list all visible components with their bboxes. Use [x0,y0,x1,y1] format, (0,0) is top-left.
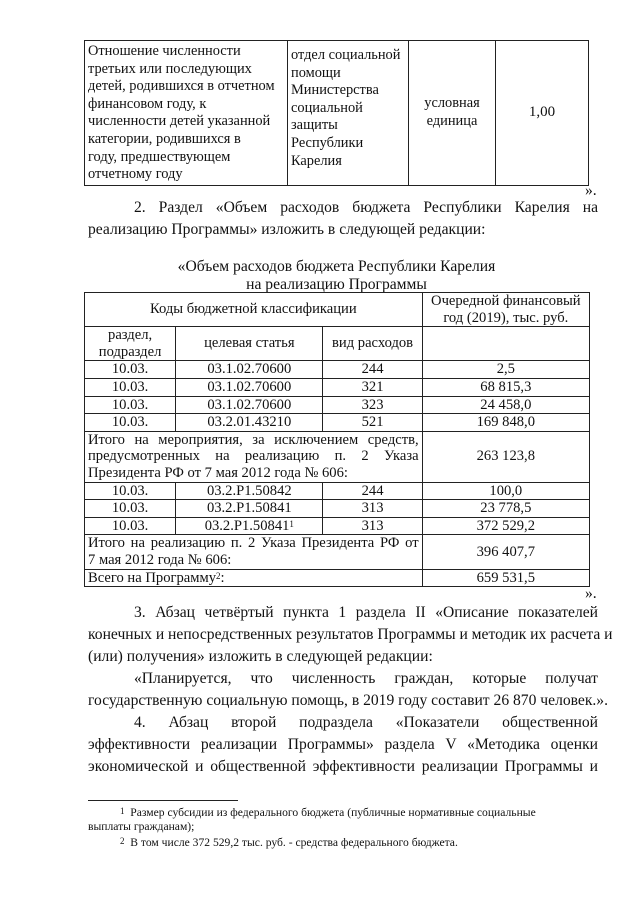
item-3-quote-line-2: государственную социальную помощь, в 2019 году составит 26 870 человек.». [88,692,609,709]
header-next-year [422,293,589,327]
unit-line: условная [424,95,480,112]
footnote-2-mark: 2 [120,836,125,846]
item-2-line-2: реализацию Программы» изложить в следующей редакции: [88,221,486,238]
subtotal-1-amount: 263 123,8 [422,431,589,482]
table-title-line-2: на реализацию Программы [246,276,427,293]
cell-section: 10.03. [85,396,176,414]
footnote-1-line-1 [88,806,598,820]
subtotal-2-line-2: 7 мая 2012 года № 606: [88,551,232,568]
col-section-line-2: подраздел [98,343,162,360]
source-line: Карелия [291,152,342,169]
item-3-line-3: (или) получения» изложить в следующей редакции: [88,648,433,665]
cell-expense: 313 [323,500,422,518]
cell-target: 03.1.02.70600 [176,378,323,396]
value-cell: 1,00 [496,41,589,186]
table-row [85,500,590,518]
header-next-year-line-1: Очередной финансовый [431,293,581,309]
indicator-line: отчетному году [88,166,183,183]
item-2-line-1: 2. Раздел «Объем расходов бюджета Республики Карелия на [134,199,598,216]
cell-amount: 372 529,2 [422,517,589,535]
cell-section: 10.03. [85,378,176,396]
item-4-line-3: экономической и общественной эффективности реализации Программы и [88,758,598,775]
col-expense: вид расходов [323,327,422,361]
closing-quote-1: ». [585,182,597,199]
cell-target: 03.2.01.43210 [176,414,323,432]
indicator-line: категории, родившихся в [88,130,241,147]
subtotal-2-label [85,535,423,569]
cell-expense: 323 [323,396,422,414]
cell-expense: 321 [323,378,422,396]
table-row [85,414,590,432]
cell-amount: 23 778,5 [422,500,589,518]
indicator-line: детей, родившихся в отчетном [88,78,275,95]
col-section-line-1: раздел, [108,327,153,344]
footnote-ref-2: 2 [216,570,221,581]
cell-expense: 313 [323,517,422,535]
cell-section: 10.03. [85,361,176,379]
cell-amount: 24 458,0 [422,396,589,414]
closing-quote-2: ». [585,585,597,602]
cell-expense: 244 [323,482,422,500]
subtotal-row [85,431,590,482]
item-3 [88,602,613,712]
subtotal-row [85,535,590,569]
total-label [85,569,423,587]
cell-target [176,517,323,535]
source-line: отдел социальной [291,47,401,63]
total-label-text: Всего на Программу [88,569,217,586]
subtotal-2-amount: 396 407,7 [422,535,589,569]
table-row [85,378,590,396]
total-amount: 659 531,5 [422,569,589,587]
table-title-line-1: «Объем расходов бюджета Республики Карелия [177,258,496,275]
item-3-line-1: 3. Абзац четвёртый пункта 1 раздела II «Описание показателей [134,604,598,621]
subtotal-2-line-1: Итого на реализацию п. 2 Указа Президента РФ от [88,535,419,552]
item-3-line-2: конечных и непосредственных результатов Программы и методик их расчета и [88,626,613,643]
subtotal-1-line-1: Итого на мероприятия, за исключением средств, [88,431,419,448]
source-line: защиты [291,117,338,134]
footnote-2-line-1 [88,836,598,850]
col-amount-empty [422,327,589,361]
indicator-line: Отношение численности [88,43,241,59]
header-codes: Коды бюджетной классификации [85,293,423,327]
subtotal-1-line-3: Президента РФ от 7 мая 2012 года № 606: [88,464,348,481]
indicator-line: третьих или последующих [88,60,252,77]
source-line: помощи [291,64,341,81]
footnote-separator [88,800,238,801]
indicator-cell [85,41,288,186]
unit-line: единица [426,113,478,129]
footnote-1 [88,806,598,834]
table-row [85,361,590,379]
col-section [85,327,176,361]
source-line: Республики [291,134,364,151]
indicator-line: численности детей указанной [88,113,271,130]
subtotal-1-line-2: предусмотренных на реализацию п. 2 Указа [88,448,419,465]
footnote-2-text: В том числе 372 529,2 тыс. руб. - средства федерального бюджета. [130,836,458,849]
footnote-2 [88,836,598,850]
table-row [85,517,590,535]
col-target: целевая статья [176,327,323,361]
footnote-1-mark: 1 [120,806,125,816]
unit-cell [409,41,496,186]
cell-expense: 244 [323,361,422,379]
cell-section: 10.03. [85,500,176,518]
cell-section: 10.03. [85,482,176,500]
total-label-suffix: : [220,569,225,586]
table-row [85,396,590,414]
cell-section: 10.03. [85,517,176,535]
cell-target-text: 03.2.P1.50841 [204,517,290,534]
total-row [85,569,590,587]
cell-amount: 2,5 [422,361,589,379]
cell-amount: 169 848,0 [422,414,589,432]
source-line: Министерства [291,82,379,99]
item-4 [88,712,598,778]
cell-section: 10.03. [85,414,176,432]
cell-target: 03.2.P1.50841 [176,500,323,518]
header-next-year-line-2: год (2019), тыс. руб. [443,309,569,326]
footnote-ref-1: 1 [289,518,294,529]
footnote-1-line-2: выплаты гражданам); [88,820,195,833]
footnote-1-text: Размер субсидии из федерального бюджета (публичные нормативные социальные [130,806,536,819]
item-3-quote-line-1: «Планируется, что численность граждан, которые получат [134,670,598,687]
cell-expense: 521 [323,414,422,432]
item-2 [88,197,598,241]
indicator-line: финансовом году, к [88,95,207,112]
source-cell [288,41,409,186]
item-4-line-1: 4. Абзац второй подраздела «Показатели общественной [134,714,598,731]
cell-target: 03.1.02.70600 [176,361,323,379]
table-row [85,482,590,500]
indicator-table [84,40,589,186]
cell-amount: 100,0 [422,482,589,500]
source-line: социальной [291,99,363,116]
table-title [84,258,589,294]
cell-target: 03.1.02.70600 [176,396,323,414]
budget-table [84,292,590,587]
cell-amount: 68 815,3 [422,378,589,396]
cell-target: 03.2.P1.50842 [176,482,323,500]
indicator-line: году, предшествующем [88,148,231,165]
item-4-line-2: эффективности реализации Программы» раздела V «Методика оценки [88,736,598,753]
subtotal-1-label [85,431,423,482]
